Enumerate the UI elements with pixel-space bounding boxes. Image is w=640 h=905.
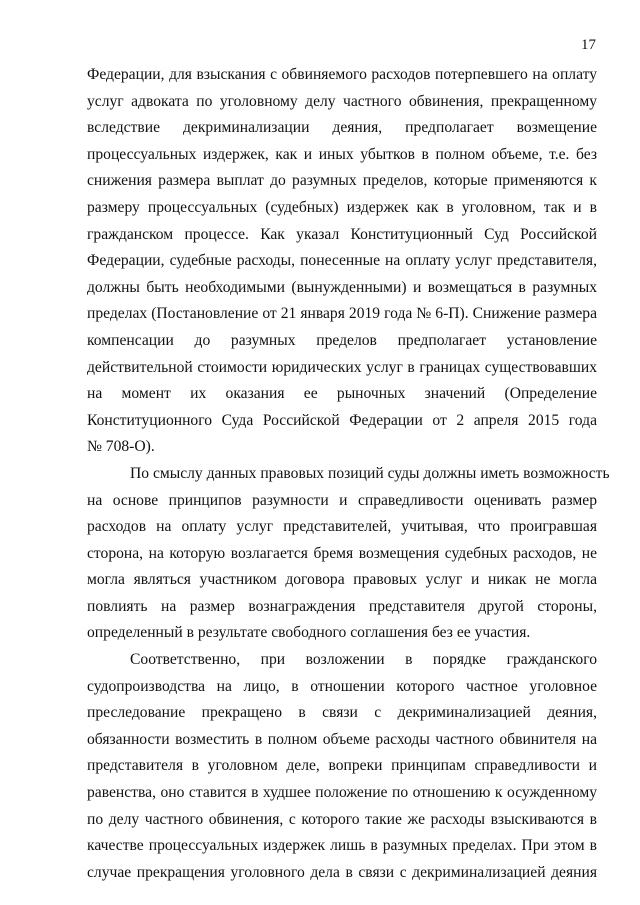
text-line: на основе принципов разумности и справедливости оценивать размер xyxy=(87,491,597,509)
text-line: снижения размера выплат до разумных пределов, которые применяются к xyxy=(87,172,597,190)
text-line: расходов на оплату услуг представителей, учитывая, что проигравшая xyxy=(87,518,597,536)
text-line: гражданском процессе. Как указал Конституционный Суд Российской xyxy=(87,225,597,243)
text-line: пределах (Постановление от 21 января 2019 года № 6-П). Снижение размера xyxy=(87,305,597,323)
text-line: должны быть необходимыми (вынужденными) и возмещаться в разумных xyxy=(87,278,597,296)
paragraph-1 xyxy=(87,62,597,461)
text-line: по делу частного обвинения, с которого такие же расходы взыскиваются в xyxy=(87,810,597,828)
text-line: вследствие декриминализации деяния, предполагает возмещение xyxy=(87,119,597,137)
text-line: равенства, оно ставится в худшее положение по отношению к осужденному xyxy=(87,784,597,802)
paragraph-3 xyxy=(87,647,597,886)
text-line: качестве процессуальных издержек лишь в разумных пределах. При этом в xyxy=(87,837,597,855)
text-line: услуг адвоката по уголовному делу частного обвинения, прекращенному xyxy=(87,92,597,110)
text-line: По смыслу данных правовых позиций суды должны иметь возможность xyxy=(130,464,610,482)
text-line: компенсации до разумных пределов предполагает установление xyxy=(87,331,597,349)
text-line: преследование прекращено в связи с декриминализацией деяния, xyxy=(87,704,597,722)
text-line: судопроизводства на лицо, в отношении которого частное уголовное xyxy=(87,677,597,695)
text-line: Федерации, судебные расходы, понесенные на оплату услуг представителя, xyxy=(87,252,597,270)
page-number: 17 xyxy=(581,37,596,53)
text-line: размеру процессуальных (судебных) издержек как в уголовном, так и в xyxy=(87,198,597,216)
text-line: № 708-О). xyxy=(87,438,155,456)
text-line: на момент их оказания ее рыночных значений (Определение xyxy=(87,385,597,403)
paragraph-2 xyxy=(87,461,610,647)
text-line: сторона, на которую возлагается бремя возмещения судебных расходов, не xyxy=(87,544,597,562)
text-line: могла являться участником договора правовых услуг и никак не могла xyxy=(87,571,597,589)
text-line: Федерации, для взыскания с обвиняемого расходов потерпевшего на оплату xyxy=(87,66,597,83)
text-line: Соответственно, при возложении в порядке гражданского xyxy=(130,651,597,669)
text-line: действительной стоимости юридических услуг в границах существовавших xyxy=(87,358,597,376)
text-line: обязанности возместить в полном объеме расходы частного обвинителя на xyxy=(87,730,597,748)
document-body xyxy=(87,62,610,886)
text-line: случае прекращения уголовного дела в связи с декриминализацией деяния xyxy=(87,863,597,881)
text-line: Конституционного Суда Российской Федерации от 2 апреля 2015 года xyxy=(87,411,597,429)
text-line: определенный в результате свободного соглашения без ее участия. xyxy=(87,624,531,642)
text-line: процессуальных издержек, как и иных убытков в полном объеме, т.е. без xyxy=(87,145,597,163)
text-line: представителя в уголовном деле, вопреки принципам справедливости и xyxy=(87,757,597,775)
text-line: повлиять на размер вознаграждения представителя другой стороны, xyxy=(87,597,597,615)
